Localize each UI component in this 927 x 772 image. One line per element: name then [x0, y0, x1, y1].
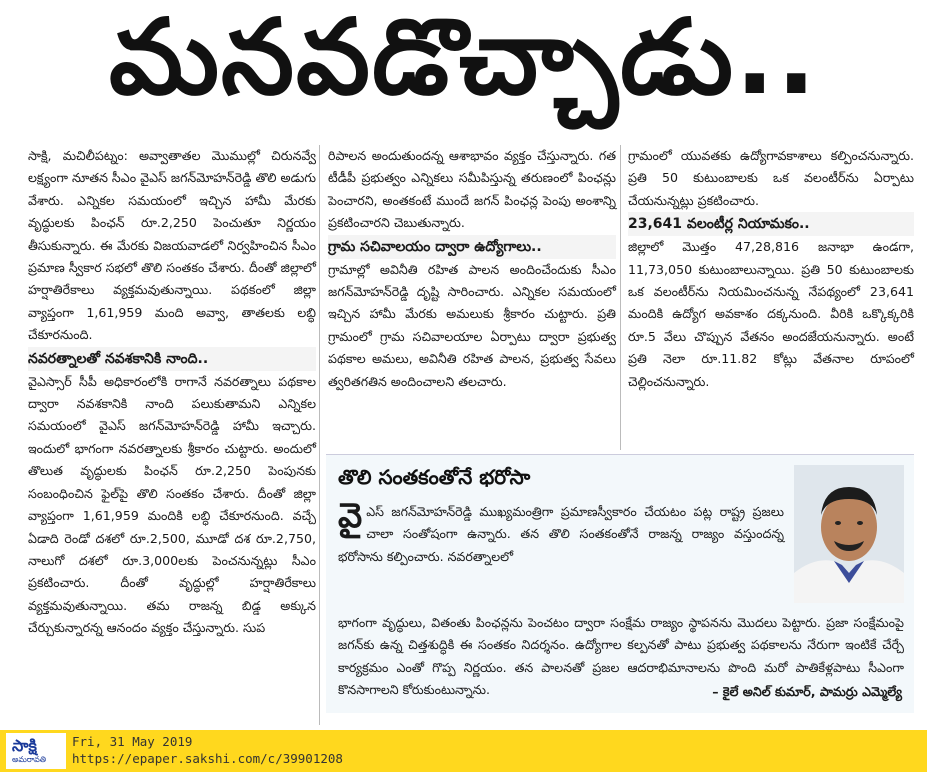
footer-bar — [0, 730, 927, 772]
edition-date: Fri, 31 May 2019 — [72, 734, 193, 749]
paragraph: గ్రామంలో యువతకు ఉద్యోగావకాశాలు కల్పించనున్నారు. ప్రతి 50 కుటుంబాలకు ఒక వలంటీర్‌ను ఏర్పాటు చేయనున్నట్లు ప్రకటించారు. — [628, 148, 914, 208]
box-text-part1: ఎస్ జగన్‌మోహన్‌రెడ్డి ముఖ్యమంత్రిగా ప్రమాణస్వీకారం చేయటం పట్ల రాష్ట్ర ప్రజలు చాలా సంతోషంగా ఉన్నారు. తన తొలి సంతకంతోనే రాజన్న రాజ్యం వస్తుందన్న భరోసాను కల్పించారు. నవరత్నాలలో — [338, 504, 784, 564]
paragraph: వైఎస్సార్ సీపీ అధికారంలోకి రాగానే నవరత్నాలు పథకాల ద్వారా నవశకానికి నాంది పలుకుతామని ఎన్నికల సమయంలో వైఎస్ జగన్‌మోహన్‌రెడ్డి హామీ ఇచ్చారు. ఇందులో భాగంగా నవరత్నాలకు శ్రీకారం చుట్టారు. అందులో తొలుత వృద్ధులకు పింఛన్ రూ.2,250 పెంపునకు సంబంధించిన ఫైల్‌పై తొలి సంతకం చేశారు. దీంతో జిల్లా వ్యాప్తంగా 1,61,959 మందికి లబ్ధి చేకూరనుంది. వచ్చే ఏడాది రెండో దశలో రూ.2,500, మూడో దశ రూ.2,750, నాలుగో దశలో రూ.3,000లకు పెంచనున్నట్లు సీఎం ప్రకటించారు. దీంతో వృద్ధుల్లో హర్షాతిరేకాలు వ్యక్తమవుతున్నాయి. తమ రాజన్న బిడ్డ అక్కున చేర్చుకున్నారన్న ఆనందం వ్యక్తం చేస్తున్నారు. సుప — [28, 373, 316, 636]
subheading: నవరత్నాలతో నవశకానికి నాంది.. — [28, 347, 316, 371]
column-divider — [620, 145, 621, 450]
box-title: తొలి సంతకంతోనే భరోసా — [338, 465, 531, 489]
article-column-3 — [628, 145, 914, 393]
subheading: గ్రామ సచివాలయం ద్వారా ఉద్యోగాలు.. — [328, 235, 616, 259]
signature: – కైలే అనిల్ కుమార్, పామర్రు ఎమ్మెల్యే — [712, 684, 902, 699]
article-column-2 — [328, 145, 616, 393]
dropcap: వై — [338, 496, 363, 536]
box-paragraph — [338, 496, 784, 568]
paragraph: సాక్షి, మచిలీపట్నం: అవ్వాతాతల మొముల్లో చిరునవ్వే లక్ష్యంగా నూతన సీఎం వైఎస్ జగన్‌మోహన్‌రెడ్డి తొలి అడుగు వేశారు. ఎన్నికల సమయంలో ఇచ్చిన హామీ మేరకు వృద్ధులకు పింఛన్ రూ.2,250 పెంచుతూ నిర్ణయం తీసుకున్నారు. ఈ మేరకు విజయవాడలో నిర్వహించిన సీఎం ప్రమాణ స్వీకార సభలో తొలి సంతకం చేశారు. దీంతో జిల్లాలో హర్షాతిరేకాలు వ్యక్తమవుతున్నాయి. పథకంలో జిల్లా వ్యాప్తంగా 1,61,959 మంది అవ్వా, తాతలకు లబ్ధి చేకూరనుంది. — [28, 148, 316, 343]
subheading: 23,641 వలంటీర్ల నియామకం.. — [628, 212, 914, 236]
paragraph: గ్రామాల్లో అవినీతి రహిత పాలన అందించేందుకు సీఎం జగన్‌మోహన్‌రెడ్డి దృష్టి సారించారు. ఎన్నికల సమయంలో ఇచ్చిన హామీ మేరకు అమలుకు శ్రీకారం చుట్టారు. ప్రతి గ్రామంలో గ్రామ సచివాలయాల ఏర్పాటు ద్వారా ప్రభుత్వ పథకాల అమలు, అవినీతి రహిత పాలన, ప్రభుత్వ సేవలు త్వరితగతిన అందించాలని తలచారు. — [328, 261, 616, 389]
epaper-link[interactable]: https://epaper.sakshi.com/c/39901208 — [72, 751, 343, 766]
logo-edition: అమరావతి — [12, 755, 47, 764]
box-paragraph-continued: భాగంగా వృద్ధులు, వితంతు పింఛన్లను పెంచటం ద్వారా సంక్షేమ రాజ్యం స్థాపనను మొదలు పెట్టారు. ప్రజా సంక్షేమంపై జగన్‌కు ఉన్న చిత్తశుద్ధికి ఈ సంతకం నిదర్శనం. ఉద్యోగాల కల్పనతో పాటు ప్రభుత్వ పథకాలను నేరుగా ఇంటికే చేర్చే కార్యక్రమం ఎంతో గొప్ప నిర్ణయం. తన పాలనతో ప్రజల ఆదరాభిమానాలను పొంది మరో పాతికేళ్లపాటు సీఎంగా కొనసాగాలని కోరుకుంటున్నాను. — [338, 615, 904, 698]
mla-photo — [794, 465, 904, 603]
paragraph: రిపాలన అందుతుందన్న ఆశాభావం వ్యక్తం చేస్తున్నారు. గత టీడీపీ ప్రభుత్వం ఎన్నికలు సమీపిస్తున్న తరుణంలో పింఛన్లు పెంచారని, అంతకంటే ముందే జగన్ పింఛన్ల పెంపు అంశాన్ని ప్రకటించారని చెబుతున్నారు. — [328, 148, 616, 231]
quote-box — [326, 454, 914, 713]
logo-text: సాక్షి — [12, 736, 37, 755]
headline: మనవడొచ్చాడు.. — [108, 0, 819, 118]
sakshi-logo — [6, 733, 66, 769]
article-column-1 — [28, 145, 316, 725]
paragraph: జిల్లాలో మొత్తం 47,28,816 జనాభా ఉండగా, 11,73,050 కుటుంబాలున్నాయి. ప్రతి 50 కుటుంబాలకు ఒక వలంటీర్‌ను నియమించనున్న నేపథ్యంలో 23,641 మందికి ఉద్యోగ అవకాశం దక్కనుంది. వీరికి ఒక్కొక్కరికి రూ.5 వేలు చొప్పున వేతనం అందజేయనున్నారు. అంటే ప్రతి నెలా రూ.11.82 కోట్లు వేతనాల రూపంలో చెల్లించనున్నారు. — [628, 239, 914, 389]
column-divider — [319, 145, 320, 725]
